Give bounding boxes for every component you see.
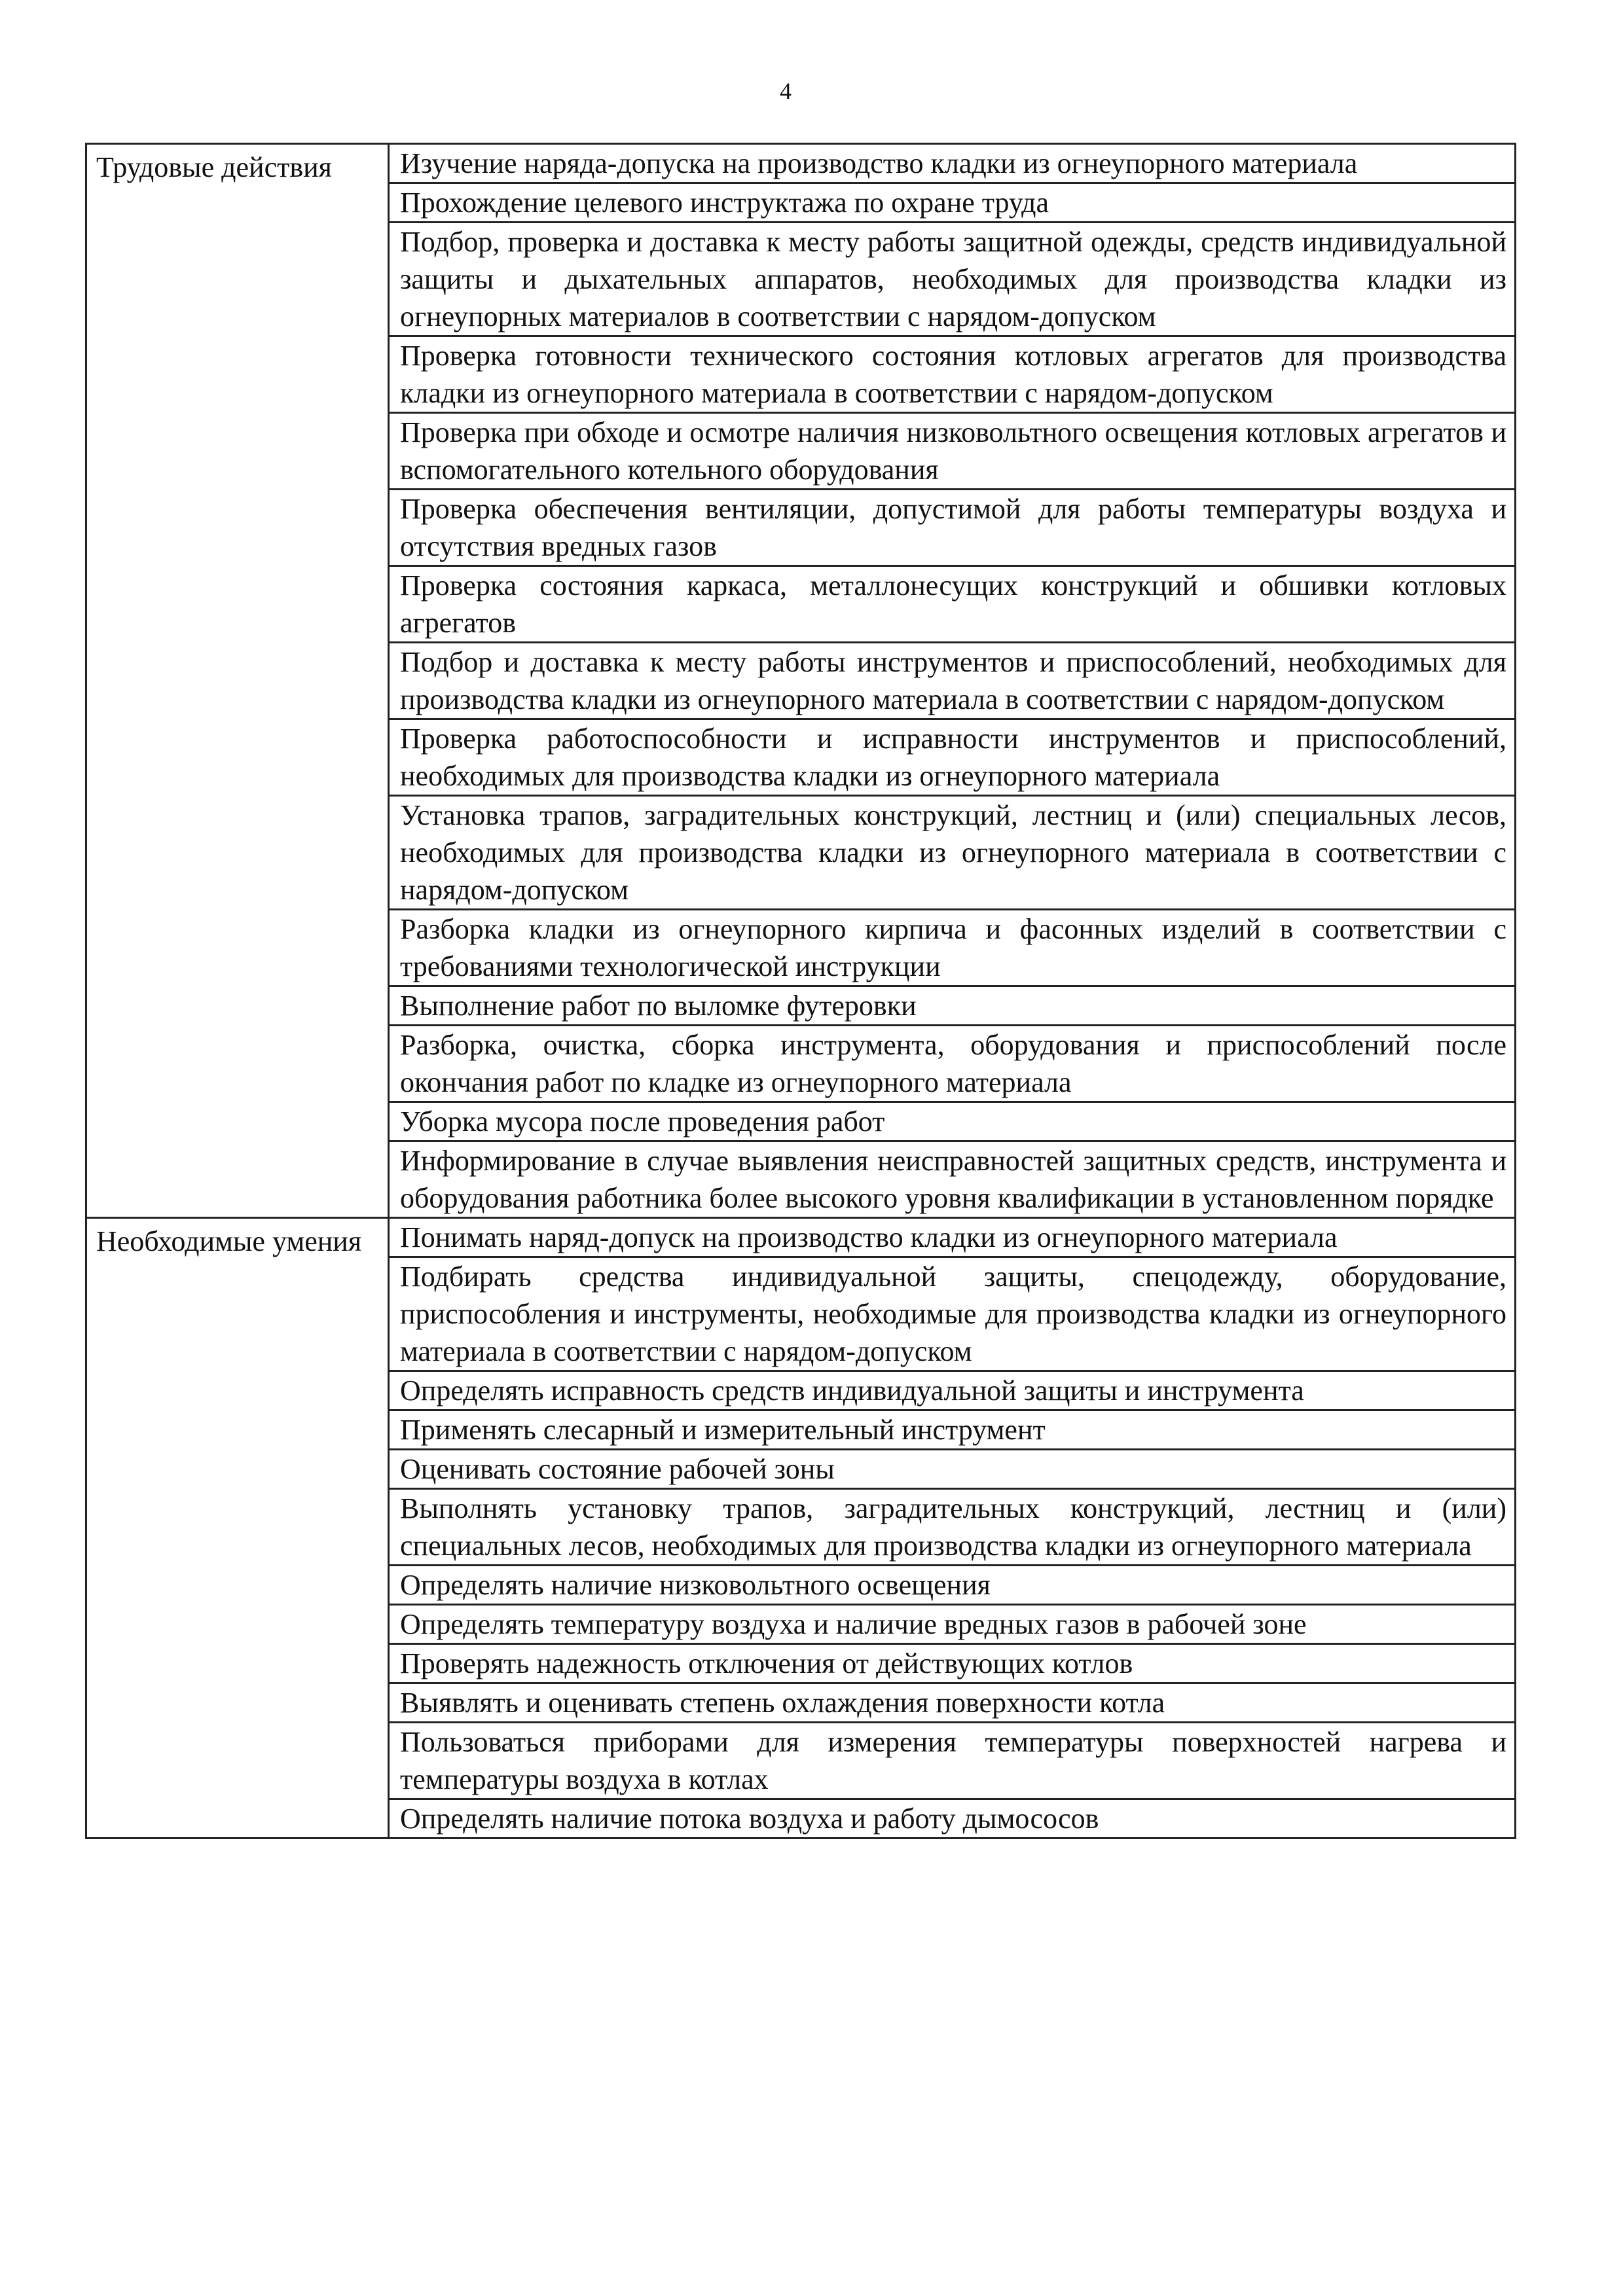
table-cell: Применять слесарный и измерительный инструмент bbox=[390, 1411, 1516, 1450]
table-cell: Разборка кладки из огнеупорного кирпича и фасонных изделий в соответствии с требованиями технологической инструкции bbox=[390, 910, 1516, 987]
section-label: Трудовые действия bbox=[87, 145, 390, 1217]
section-items bbox=[390, 1219, 1516, 1837]
table-cell: Проверка состояния каркаса, металлонесущих конструкций и обшивки котловых агрегатов bbox=[390, 567, 1516, 643]
page-number: 4 bbox=[780, 78, 792, 104]
table-cell: Изучение наряда-допуска на производство кладки из огнеупорного материала bbox=[390, 145, 1516, 184]
table-cell: Выявлять и оценивать степень охлаждения поверхности котла bbox=[390, 1684, 1516, 1723]
table-cell: Определять исправность средств индивидуальной защиты и инструмента bbox=[390, 1372, 1516, 1411]
table-cell: Проверять надежность отключения от действующих котлов bbox=[390, 1645, 1516, 1684]
table-cell: Проверка обеспечения вентиляции, допустимой для работы температуры воздуха и отсутствия вредных газов bbox=[390, 490, 1516, 567]
table-cell: Понимать наряд-допуск на производство кладки из огнеупорного материала bbox=[390, 1219, 1516, 1258]
table-cell: Проверка работоспособности и исправности инструментов и приспособлений, необходимых для производства кладки из огнеупорного материала bbox=[390, 720, 1516, 797]
table-cell: Установка трапов, заградительных конструкций, лестниц и (или) специальных лесов, необходимых для производства кладки из огнеупорного материала в соответствии с нарядом-допуском bbox=[390, 797, 1516, 910]
section-items bbox=[390, 145, 1516, 1217]
table-cell: Подбор, проверка и доставка к месту работы защитной одежды, средств индивидуальной защиты и дыхательных аппаратов, необходимых для производства кладки из огнеупорных материалов в соответствии с нарядом-допуском bbox=[390, 223, 1516, 337]
table-cell: Определять наличие низковольтного освещения bbox=[390, 1566, 1516, 1605]
table-cell: Выполнять установку трапов, заградительных конструкций, лестниц и (или) специальных лесов, необходимых для производства кладки из огнеупорного материала bbox=[390, 1490, 1516, 1566]
table-cell: Подбирать средства индивидуальной защиты, спецодежду, оборудование, приспособления и инструменты, необходимые для производства кладки из огнеупорного материала в соответствии с нарядом-допуском bbox=[390, 1258, 1516, 1372]
table-cell: Подбор и доставка к месту работы инструментов и приспособлений, необходимых для производства кладки из огнеупорного материала в соответствии с нарядом-допуском bbox=[390, 643, 1516, 720]
table-cell: Проверка готовности технического состояния котловых агрегатов для производства кладки из огнеупорного материала в соответствии с нарядом-допуском bbox=[390, 337, 1516, 414]
table-section bbox=[85, 1217, 1516, 1839]
table-cell: Проверка при обходе и осмотре наличия низковольтного освещения котловых агрегатов и вспомогательного котельного оборудования bbox=[390, 414, 1516, 490]
table-cell: Информирование в случае выявления неисправностей защитных средств, инструмента и оборудования работника более высокого уровня квалификации в установленном порядке bbox=[390, 1142, 1516, 1217]
table-cell: Пользоваться приборами для измерения температуры поверхностей нагрева и температуры воздуха в котлах bbox=[390, 1723, 1516, 1800]
table-section bbox=[85, 143, 1516, 1217]
table-cell: Определять температуру воздуха и наличие вредных газов в рабочей зоне bbox=[390, 1605, 1516, 1645]
competency-table bbox=[85, 143, 1516, 1839]
table-cell: Прохождение целевого инструктажа по охране труда bbox=[390, 184, 1516, 223]
table-cell: Оценивать состояние рабочей зоны bbox=[390, 1450, 1516, 1490]
table-cell: Определять наличие потока воздуха и работу дымососов bbox=[390, 1800, 1516, 1837]
table-cell: Уборка мусора после проведения работ bbox=[390, 1103, 1516, 1142]
section-label: Необходимые умения bbox=[87, 1219, 390, 1837]
table-cell: Выполнение работ по выломке футеровки bbox=[390, 987, 1516, 1026]
table-cell: Разборка, очистка, сборка инструмента, оборудования и приспособлений после окончания работ по кладке из огнеупорного материала bbox=[390, 1026, 1516, 1103]
